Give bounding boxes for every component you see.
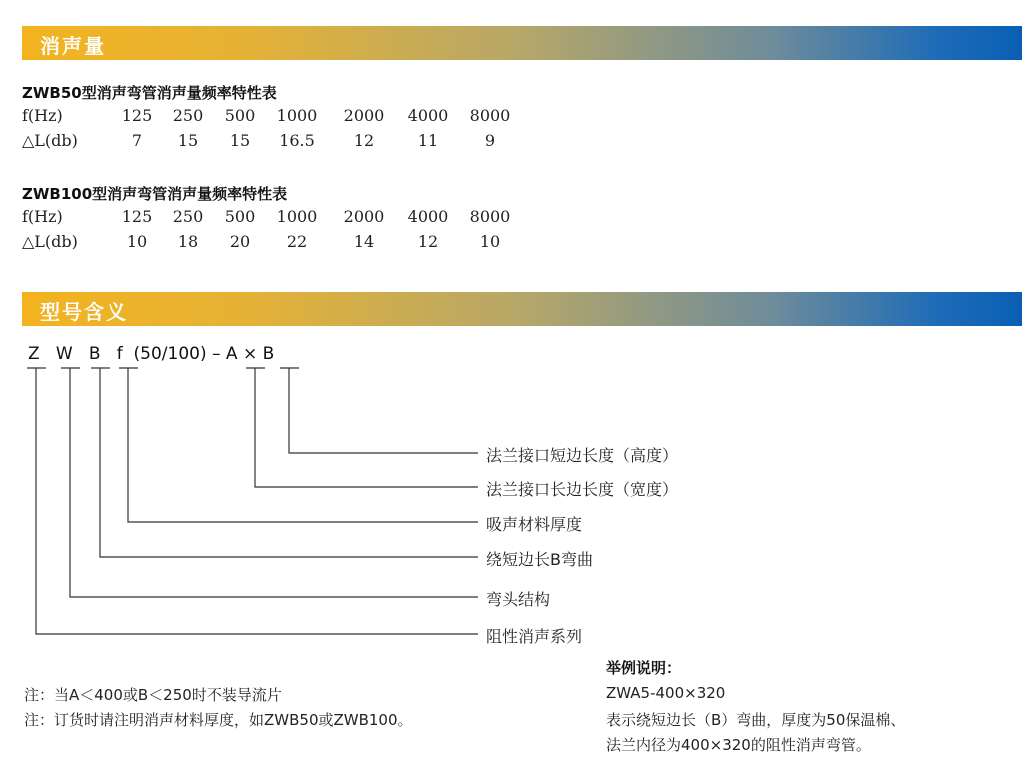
- table-cell: 2000: [343, 207, 385, 226]
- row-label: f(Hz): [22, 106, 63, 125]
- table-cell: 4000: [407, 207, 449, 226]
- legend-item: 绕短边长B弯曲: [486, 550, 593, 569]
- row-label: △L(db): [22, 131, 78, 150]
- table-cell: 12: [417, 232, 439, 251]
- table-cell: 16.5: [279, 131, 315, 150]
- table-cell: 125: [121, 106, 153, 125]
- table-cell: 10: [126, 232, 148, 251]
- legend-item: 法兰接口长边长度（宽度）: [486, 480, 679, 499]
- table-title: ZWB50型消声弯管消声量频率特性表: [22, 84, 277, 102]
- example-description: 表示绕短边长（B）弯曲，厚度为50保温棉、: [606, 711, 906, 729]
- section-title: 消声量: [40, 34, 106, 58]
- table-cell: 11: [417, 131, 439, 150]
- table-cell: 10: [479, 232, 501, 251]
- legend-item: 阻性消声系列: [486, 627, 583, 646]
- legend-item: 吸声材料厚度: [486, 515, 583, 534]
- table-title: ZWB100型消声弯管消声量频率特性表: [22, 185, 288, 203]
- table-cell: 15: [229, 131, 251, 150]
- example-model: ZWA5-400×320: [606, 684, 726, 702]
- legend-item: 弯头结构: [486, 590, 551, 609]
- model-code: Z W B f (50/100) – A × B: [28, 344, 275, 364]
- table-cell: 2000: [343, 106, 385, 125]
- example-description: 法兰内径为400×320的阻性消声弯管。: [606, 736, 871, 754]
- table-cell: 8000: [469, 106, 511, 125]
- note: 注：订货时请注明消声材料厚度，如ZWB50或ZWB100。: [24, 711, 413, 729]
- table-cell: 22: [286, 232, 308, 251]
- table-cell: 12: [353, 131, 375, 150]
- table-cell: 4000: [407, 106, 449, 125]
- table-cell: 8000: [469, 207, 511, 226]
- table-cell: 1000: [276, 106, 318, 125]
- table-cell: 250: [172, 106, 204, 125]
- table-cell: 9: [484, 131, 496, 150]
- table-cell: 20: [229, 232, 251, 251]
- table-cell: 250: [172, 207, 204, 226]
- section-title: 型号含义: [40, 300, 128, 324]
- table-cell: 15: [177, 131, 199, 150]
- legend-item: 法兰接口短边长度（高度）: [486, 446, 679, 465]
- table-cell: 1000: [276, 207, 318, 226]
- leader-line-z-series: [36, 368, 478, 634]
- table-cell: 7: [131, 131, 143, 150]
- table-cell: 14: [353, 232, 375, 251]
- table-cell: 125: [121, 207, 153, 226]
- table-cell: 500: [224, 207, 256, 226]
- table-cell: 18: [177, 232, 199, 251]
- row-label: f(Hz): [22, 207, 63, 226]
- leader-line-w-structure: [70, 368, 478, 597]
- row-label: △L(db): [22, 232, 78, 251]
- note: 注：当A＜400或B＜250时不装导流片: [24, 686, 282, 704]
- table-cell: 500: [224, 106, 256, 125]
- leader-line-f-thickness: [128, 368, 478, 522]
- example-title: 举例说明：: [606, 659, 682, 677]
- leader-line-b-height: [289, 368, 478, 453]
